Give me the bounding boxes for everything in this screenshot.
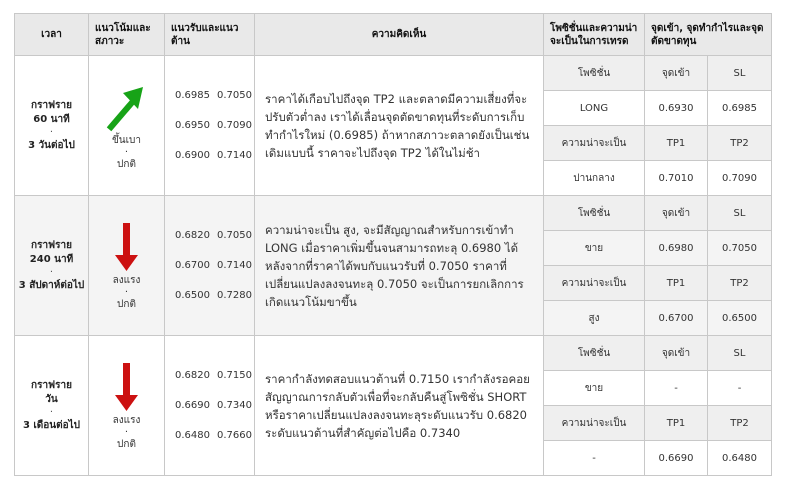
header-entry: จุดเข้า, จุดทำกำไรและจุดตัดขาดทุน (645, 14, 772, 56)
forecast-table (14, 13, 772, 476)
levels-cell (165, 56, 255, 196)
time-label-2: วัน (45, 393, 58, 405)
time-label-1: กราฟราย (31, 379, 72, 391)
entry-value: 0.6930 (645, 91, 708, 126)
tp2-label: TP2 (708, 266, 772, 301)
tp2-label: TP2 (708, 406, 772, 441)
tp1-value: 0.6690 (645, 441, 708, 476)
sl-value: 0.6985 (708, 91, 772, 126)
support-level: 0.6500 (175, 289, 210, 301)
time-label-3: 3 วันต่อไป (28, 139, 75, 151)
table-row (15, 196, 772, 231)
level-pair (175, 421, 254, 451)
comment-cell: ความน่าจะเป็น สูง, จะมีสัญญาณสำหรับการเข้าทำ LONG เมื่อราคาเพิ่มขึ้นจนสามารถทะลุ 0.6980 ได้ หลังจากที่ราคาได้พบกับแนวรับที่ 0.7050 ราคาที่เปลี่ยนแปลงลงจนทะลุ 0.7050 จะเป็นการยกเลิกการเกิดแนวโน้มขาขึ้น (255, 196, 544, 336)
tp1-value: 0.7010 (645, 161, 708, 196)
resistance-level: 0.7280 (217, 289, 252, 301)
tp1-label: TP1 (645, 406, 708, 441)
probability-value: - (544, 441, 645, 476)
sl-label: SL (708, 336, 772, 371)
level-pair (175, 111, 254, 141)
level-pair (175, 221, 254, 251)
time-label-3: 3 เดือนต่อไป (22, 419, 81, 431)
level-pair (175, 251, 254, 281)
support-level: 0.6480 (175, 429, 210, 441)
sl-value: 0.7050 (708, 231, 772, 266)
trend-label-condition: ปกติ (117, 298, 136, 310)
trend-down-arrow-icon (105, 361, 149, 415)
trend-label-strength: ขึ้นเบา (111, 134, 142, 146)
header-position: โพซิชั่นและความน่าจะเป็นในการเทรด (544, 14, 645, 56)
position-label: โพซิชั่น (544, 56, 645, 91)
level-pair (175, 391, 254, 421)
position-value: ขาย (544, 231, 645, 266)
probability-label: ความน่าจะเป็น (544, 126, 645, 161)
tp1-label: TP1 (645, 126, 708, 161)
support-level: 0.6820 (175, 369, 210, 381)
tp2-value: 0.7090 (708, 161, 772, 196)
probability-label: ความน่าจะเป็น (544, 406, 645, 441)
resistance-level: 0.7050 (217, 229, 252, 241)
table-row (15, 336, 772, 371)
trend-up-arrow-icon (105, 81, 149, 135)
time-label-3: 3 สัปดาห์ต่อไป (18, 279, 85, 291)
sl-value: - (708, 371, 772, 406)
trend-label-condition: ปกติ (117, 438, 136, 450)
comment-cell: ราคาได้เกือบไปถึงจุด TP2 และตลาดมีความเสี่ยงที่จะปรับตัวต่ำลง เราได้เลื่อนจุดตัดขาดทุนที่ระดับการเก็บทำกำไรใหม่ (0.6985) ถ้าหากสภาวะตลาดยังเป็นเช่นเดิมแบบนี้ ราคาจะไปถึงจุด TP2 ได้ในไม่ช้า (255, 56, 544, 196)
trend-dot: · (124, 286, 129, 298)
header-levels: แนวรับและแนวต้าน (165, 14, 255, 56)
level-pair (175, 81, 254, 111)
probability-label: ความน่าจะเป็น (544, 266, 645, 301)
position-value: LONG (544, 91, 645, 126)
time-label-2: 60 นาที (33, 113, 70, 125)
trend-label-strength: ลงแรง (112, 414, 141, 426)
trend-label-strength: ลงแรง (112, 274, 141, 286)
comment-cell: ราคากำลังทดสอบแนวต้านที่ 0.7150 เรากำลังรอคอยสัญญาณการกลับตัวเพื่อที่จะกลับคืนสู่โพซิชั่น SHORT หรือราคาเปลี่ยนแปลงลงจนทะลุระดับแนวรับ 0.6820 ระดับแนวต้านที่สำคัญต่อไปคือ 0.7340 (255, 336, 544, 476)
resistance-level: 0.7340 (217, 399, 252, 411)
tp2-label: TP2 (708, 126, 772, 161)
support-level: 0.6820 (175, 229, 210, 241)
trend-dot: · (124, 146, 129, 158)
header-trend: แนวโน้มและสภาวะ (89, 14, 165, 56)
support-level: 0.6950 (175, 119, 210, 131)
resistance-level: 0.7150 (217, 369, 252, 381)
level-pair (175, 141, 254, 171)
levels-cell (165, 336, 255, 476)
support-level: 0.6700 (175, 259, 210, 271)
header-comment: ความคิดเห็น (255, 14, 544, 56)
trend-cell (89, 196, 165, 336)
sl-label: SL (708, 56, 772, 91)
resistance-level: 0.7140 (217, 259, 252, 271)
time-label-2: 240 นาที (29, 253, 74, 265)
entry-value: - (645, 371, 708, 406)
resistance-level: 0.7140 (217, 149, 252, 161)
trend-dot: · (124, 426, 129, 438)
sl-label: SL (708, 196, 772, 231)
time-dot: · (49, 266, 54, 278)
entry-label: จุดเข้า (645, 56, 708, 91)
table-row (15, 56, 772, 91)
trend-label-condition: ปกติ (117, 158, 136, 170)
tp2-value: 0.6480 (708, 441, 772, 476)
time-cell (15, 336, 89, 476)
trend-down-arrow-icon (105, 221, 149, 275)
resistance-level: 0.7050 (217, 89, 252, 101)
time-cell (15, 196, 89, 336)
time-dot: · (49, 406, 54, 418)
resistance-level: 0.7660 (217, 429, 252, 441)
time-label-1: กราฟราย (31, 99, 72, 111)
header-time: เวลา (15, 14, 89, 56)
support-level: 0.6690 (175, 399, 210, 411)
position-label: โพซิชั่น (544, 196, 645, 231)
support-level: 0.6900 (175, 149, 210, 161)
probability-value: ปานกลาง (544, 161, 645, 196)
position-label: โพซิชั่น (544, 336, 645, 371)
entry-label: จุดเข้า (645, 196, 708, 231)
trend-cell (89, 336, 165, 476)
entry-value: 0.6980 (645, 231, 708, 266)
table-header-row (15, 14, 772, 56)
support-level: 0.6985 (175, 89, 210, 101)
levels-cell (165, 196, 255, 336)
time-dot: · (49, 126, 54, 138)
tp1-label: TP1 (645, 266, 708, 301)
trend-cell (89, 56, 165, 196)
probability-value: สูง (544, 301, 645, 336)
resistance-level: 0.7090 (217, 119, 252, 131)
time-cell (15, 56, 89, 196)
entry-label: จุดเข้า (645, 336, 708, 371)
tp2-value: 0.6500 (708, 301, 772, 336)
tp1-value: 0.6700 (645, 301, 708, 336)
position-value: ขาย (544, 371, 645, 406)
level-pair (175, 361, 254, 391)
level-pair (175, 281, 254, 311)
time-label-1: กราฟราย (31, 239, 72, 251)
